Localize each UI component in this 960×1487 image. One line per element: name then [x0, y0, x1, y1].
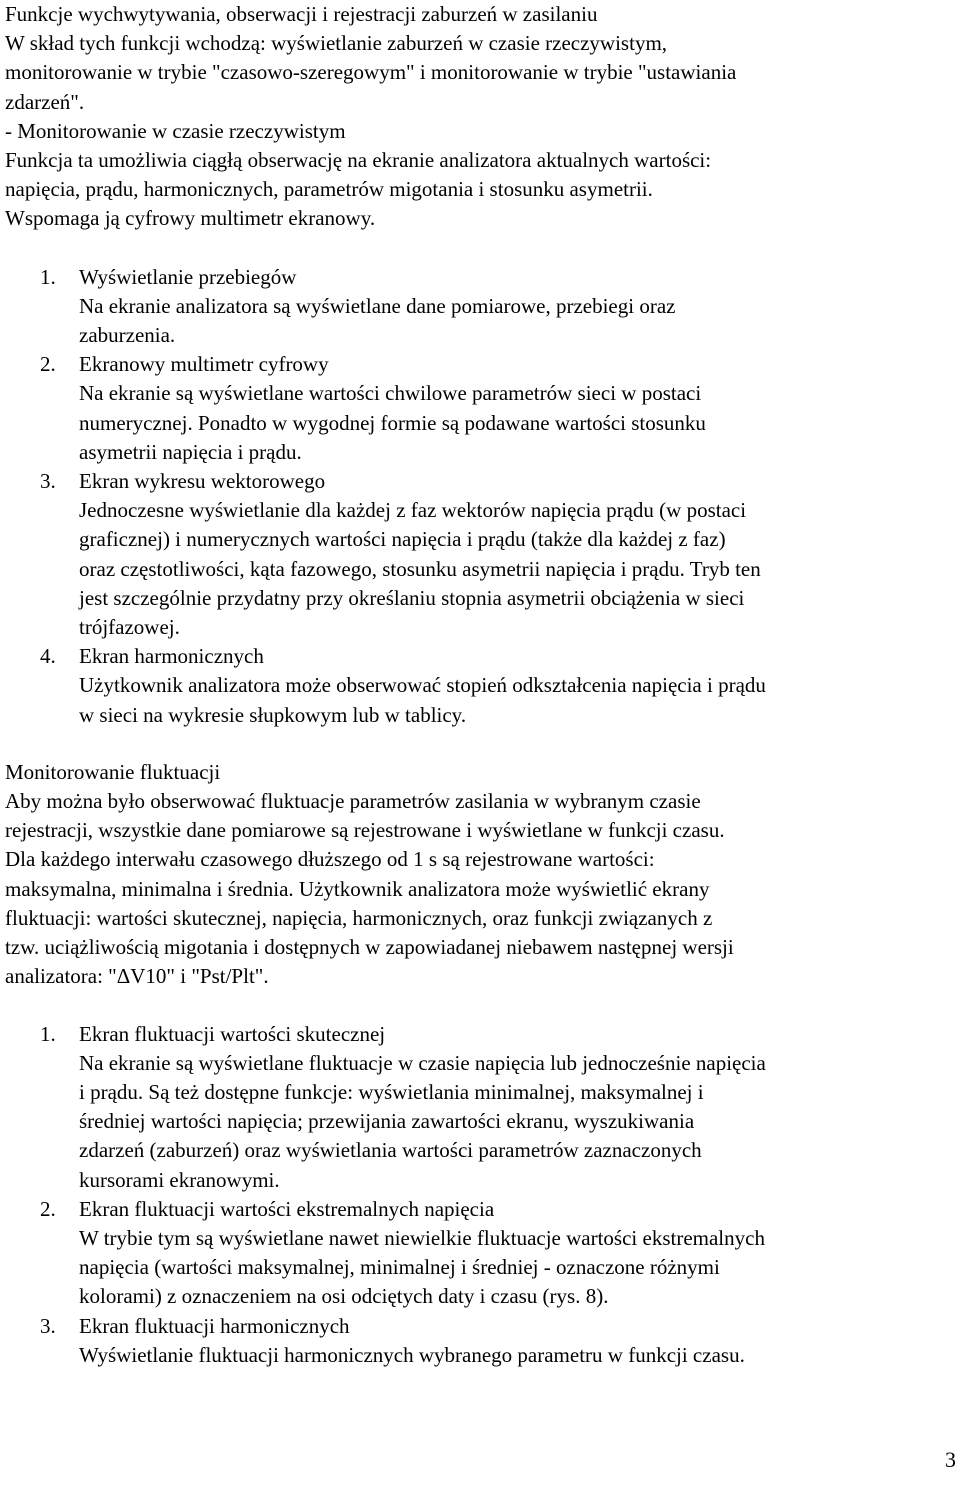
list-item [5, 1195, 955, 1312]
list-item-text: graficznej) i numerycznych wartości napięcia i prądu (także dla każdej z faz) [79, 527, 726, 552]
list-item-text: Na ekranie są wyświetlane wartości chwilowe parametrów sieci w postaci [79, 381, 702, 406]
paragraph-line: maksymalna, minimalna i średnia. Użytkownik analizatora może wyświetlić ekrany [5, 876, 710, 901]
list-item-title: Ekran fluktuacji wartości ekstremalnych napięcia [79, 1196, 495, 1221]
list-item-number: 3. [40, 469, 56, 494]
list-item-text: Wyświetlanie fluktuacji harmonicznych wybranego parametru w funkcji czasu. [79, 1342, 745, 1367]
list-item-text: napięcia (wartości maksymalnej, minimalnej i średniej - oznaczone różnymi [79, 1255, 720, 1280]
list-item [5, 1312, 955, 1370]
paragraph-line: W skład tych funkcji wchodzą: wyświetlanie zaburzeń w czasie rzeczywistym, [5, 31, 668, 56]
list-item-number: 2. [40, 1196, 56, 1221]
list-item-title: Ekran harmonicznych [79, 644, 264, 669]
document-page [5, 0, 955, 1370]
list-item-text: jest szczególnie przydatny przy określaniu stopnia asymetrii obciążenia w sieci [79, 585, 745, 610]
list-item-text: średniej wartości napięcia; przewijania zawartości ekranu, wyszukiwania [79, 1109, 695, 1134]
list-item-text: Na ekranie analizatora są wyświetlane dane pomiarowe, przebiegi oraz [79, 293, 676, 318]
subheading-realtime-monitoring: - Monitorowanie w czasie rzeczywistym [5, 118, 346, 143]
list-item-title: Wyświetlanie przebiegów [79, 264, 297, 289]
list-item-text: kursorami ekranowymi. [79, 1167, 280, 1192]
list-item-text: Użytkownik analizatora może obserwować stopień odkształcenia napięcia i prądu [79, 673, 766, 698]
list-item-text: W trybie tym są wyświetlane nawet niewielkie fluktuacje wartości ekstremalnych [79, 1225, 765, 1250]
list-item [5, 350, 955, 467]
section-disturbance-functions [5, 0, 955, 234]
list-item-number: 1. [40, 1021, 56, 1046]
paragraph-line: rejestracji, wszystkie dane pomiarowe są rejestrowane i wyświetlane w funkcji czasu. [5, 818, 725, 843]
list-item-title: Ekran fluktuacji harmonicznych [79, 1313, 350, 1338]
paragraph-line: Funkcja ta umożliwia ciągłą obserwację na ekranie analizatora aktualnych wartości: [5, 148, 712, 173]
list-item-text: i prądu. Są też dostępne funkcje: wyświetlania minimalnej, maksymalnej i [79, 1079, 704, 1104]
paragraph-line: fluktuacji: wartości skutecznej, napięcia, harmonicznych, oraz funkcji związanych z [5, 905, 713, 930]
page-number: 3 [945, 1447, 956, 1472]
list-fluctuation-screens [5, 1020, 955, 1370]
list-item-text: asymetrii napięcia i prądu. [79, 439, 302, 464]
list-item [5, 1020, 955, 1195]
paragraph-line: napięcia, prądu, harmonicznych, parametrów migotania i stosunku asymetrii. [5, 177, 653, 202]
list-item-text: trójfazowej. [79, 615, 180, 640]
list-item-text: w sieci na wykresie słupkowym lub w tablicy. [79, 702, 467, 727]
paragraph-line: zdarzeń". [5, 89, 85, 114]
section-title-fluctuation: Monitorowanie fluktuacji [5, 759, 221, 784]
list-item-text: zdarzeń (zaburzeń) oraz wyświetlania wartości parametrów zaznaczonych [79, 1138, 702, 1163]
paragraph-line: Aby można było obserwować fluktuacje parametrów zasilania w wybranym czasie [5, 789, 701, 814]
section-fluctuation-monitoring [5, 758, 955, 992]
paragraph-line: Dla każdego interwału czasowego dłuższego od 1 s są rejestrowane wartości: [5, 847, 655, 872]
paragraph-line: tzw. uciążliwością migotania i dostępnych w zapowiadanej niebawem następnej wersji [5, 935, 734, 960]
list-item-number: 3. [40, 1313, 56, 1338]
list-item [5, 263, 955, 351]
paragraph-line: monitorowanie w trybie "czasowo-szeregowym" i monitorowanie w trybie "ustawiania [5, 60, 737, 85]
list-item-text: numerycznej. Ponadto w wygodnej formie są podawane wartości stosunku [79, 410, 706, 435]
list-item-number: 1. [40, 264, 56, 289]
list-item-text: Jednoczesne wyświetlanie dla każdej z faz wektorów napięcia prądu (w postaci [79, 498, 747, 523]
list-item-text: zaburzenia. [79, 323, 176, 348]
paragraph-line: analizatora: "ΔV10" i "Pst/Plt". [5, 964, 269, 989]
section-title-disturbance: Funkcje wychwytywania, obserwacji i rejestracji zaburzeń w zasilaniu [5, 2, 598, 26]
list-item-text: Na ekranie są wyświetlane fluktuacje w czasie napięcia lub jednocześnie napięcia [79, 1050, 766, 1075]
list-item-title: Ekranowy multimetr cyfrowy [79, 352, 329, 377]
list-item-title: Ekran wykresu wektorowego [79, 469, 326, 494]
list-item [5, 467, 955, 642]
list-item-number: 4. [40, 644, 56, 669]
list-item-text: oraz częstotliwości, kąta fazowego, stosunku asymetrii napięcia i prądu. Tryb ten [79, 556, 761, 581]
list-realtime-screens [5, 263, 955, 730]
list-item [5, 642, 955, 730]
paragraph-line: Wspomaga ją cyfrowy multimetr ekranowy. [5, 206, 376, 231]
list-item-number: 2. [40, 352, 56, 377]
list-item-title: Ekran fluktuacji wartości skutecznej [79, 1021, 386, 1046]
list-item-text: kolorami) z oznaczeniem na osi odciętych daty i czasu (rys. 8). [79, 1284, 609, 1309]
